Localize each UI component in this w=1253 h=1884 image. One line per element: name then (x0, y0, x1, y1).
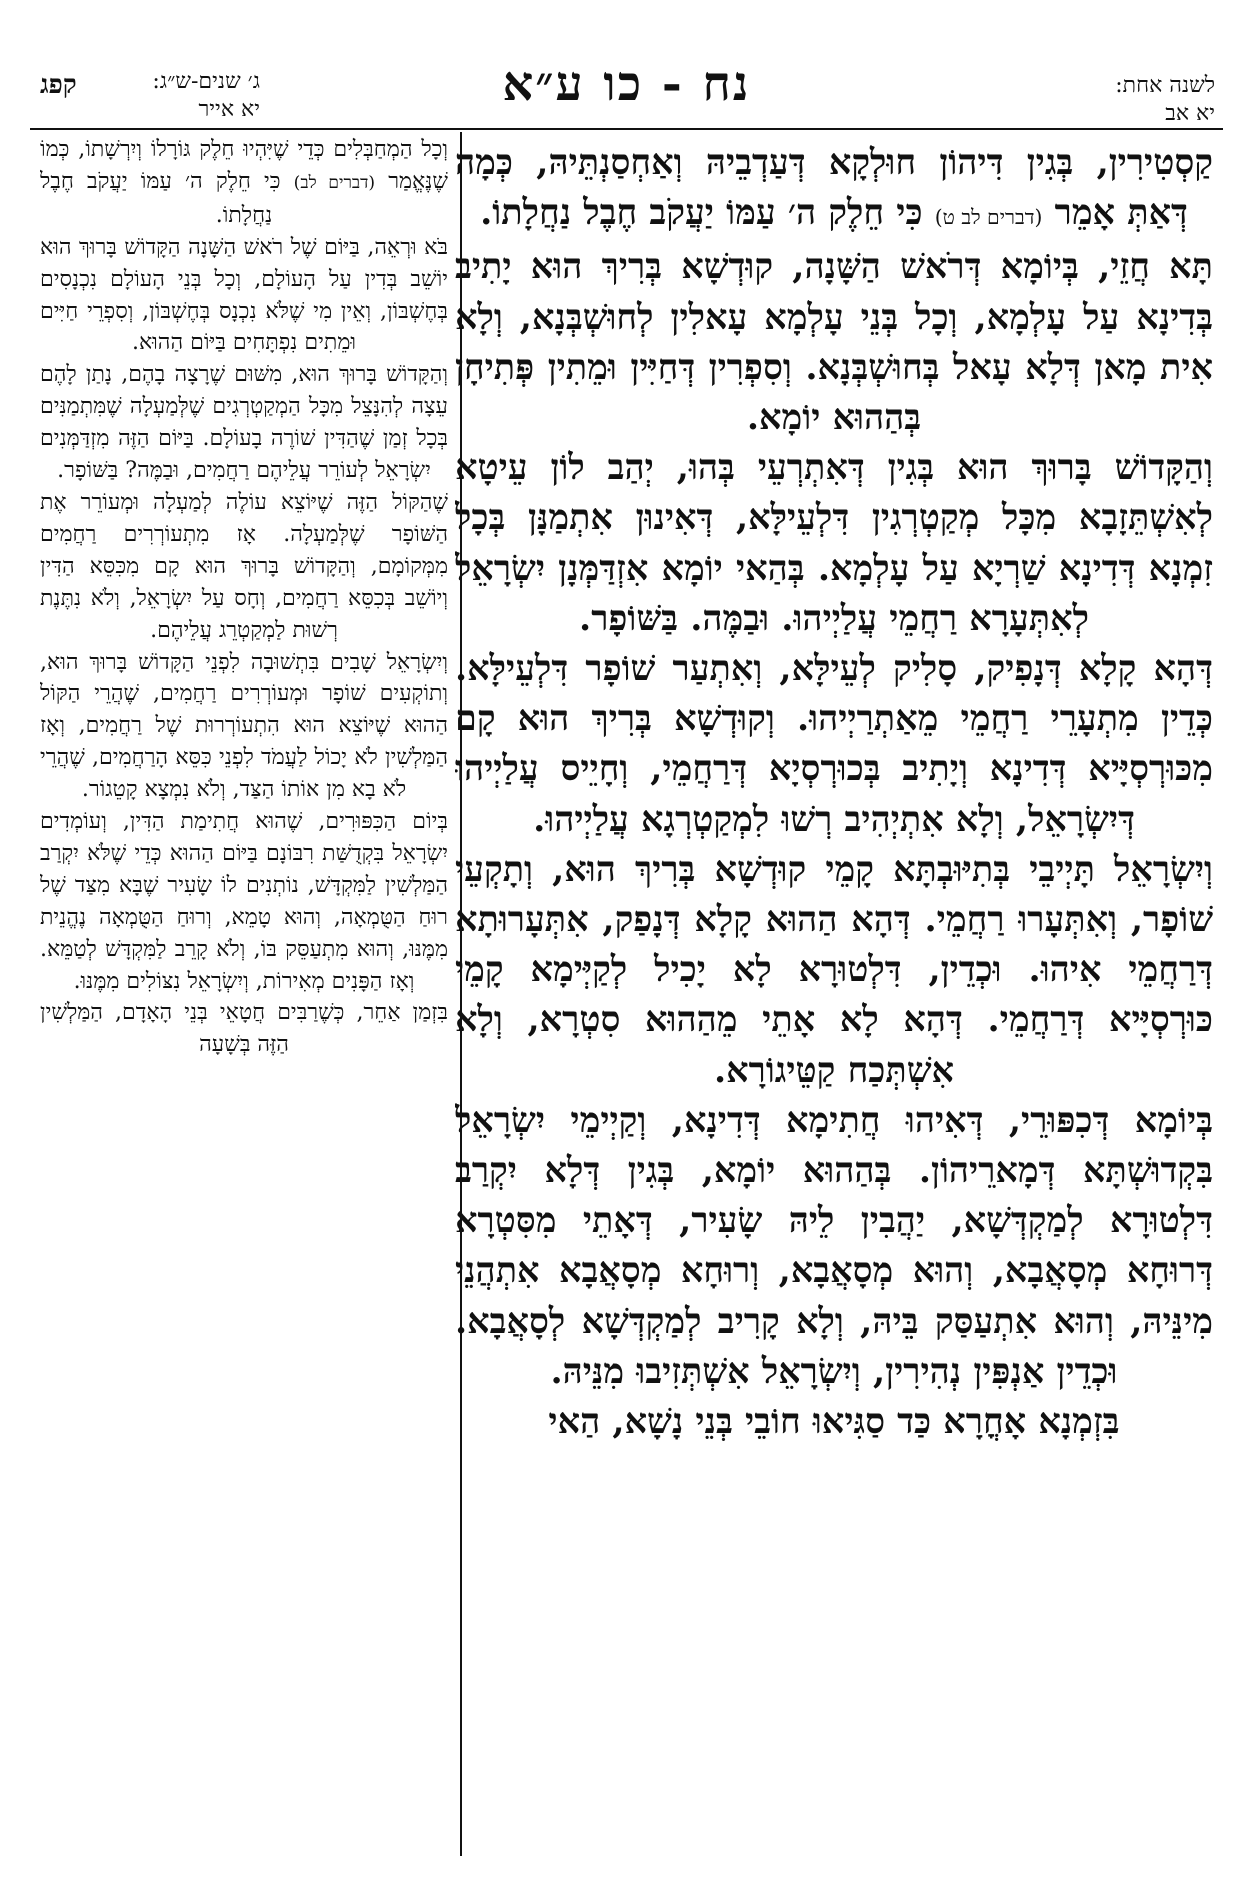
main-paragraph (455, 138, 1213, 242)
main-paragraph: בִּזְמְנָא אָחֳרָא כַּד סַגִּיאוּ חוֹבֵי בְּנֵי נָשָׁא, הַאי (548, 1401, 1120, 1443)
main-paragraph: דְּהָא קָלָא דְּנָפִיק, סָלִיק לְעֵילָּא, וְאִתְעַר שׁוֹפָר דִּלְעֵילָּא. כְּדֵין מִתְעָרֵי רַחֲמֵי מֵאַתְרַיְיהוּ. וְקוּדְשָׁא בְּרִיךְ הוּא קָם מִכּוּרְסְיָּיא דְּדִינָא וְיָתִיב בְּכוּרְסְיָא דְּרַחֲמֵי, וְחָיֵיס עֲלַיְיהוּ דְּיִשְׂרָאֵל, וְלָא אִתְיְהִיב רְשׁוּ לִמְקַטְרְגָא עֲלַיְיהוּ. (455, 648, 1213, 840)
main-paragraph: וְיִשְׂרָאֵל תָּיְיבֵי בְּתִיּוּבְתָּא קָמֵי קוּדְשָׁא בְּרִיךְ הוּא, וְתָקְעֵי שׁוֹפָר, וְאִתְּעָרוּ רַחֲמֵי. דְּהָא הַהוּא קָלָא דְּנָפַק, אִתְּעָרוּתָא דְּרַחֲמֵי אִיהוּ. וּכְדֵין, דִּלְטוּרָא לָא יָכִיל לְקַיְּימָא קָמֵי כּוּרְסְיָּיא דְּרַחֲמֵי. דְּהָא לָא אָתֵי מֵהַהוּא סִטְרָא, וְלָא אִשְׁתְּכַח קַטֵּיגוֹרָא. (455, 848, 1213, 1091)
main-paragraph-text: כִּי חֵלֶק ה׳ עַמּוֹ יַעֲקֹב חֶבֶל נַחֲלָתוֹ. (480, 192, 935, 234)
verse-source: (דברים לב ט) (934, 205, 1043, 230)
study-schedule-one-year (1065, 72, 1215, 128)
translation-paragraph: בְּיוֹם הַכִּפּוּרִים, שֶׁהוּא חֲתִימַת הַדִּין, וְעוֹמְדִים יִשְׂרָאֵל בִּקְדֻשַּׁת רִבּוֹנָם בַּיּוֹם הַהוּא כְּדֵי שֶׁלֹּא יִקְרַב הַמַּלְשִׁין לַמִּקְדָּשׁ, נוֹתְנִים לוֹ שָׂעִיר שֶׁבָּא מִצַּד שֶׁל רוּחַ הַטֻּמְאָה, וְהוּא טָמֵא, וְרוּחַ הַטֻּמְאָה נֶהֱנֵית מִמֶּנּוּ, וְהוּא מִתְעַסֵּק בּוֹ, וְלֹא קָרֵב לַמִּקְדָּשׁ לְטַמֵּא. וְאָז הַפָּנִים מְאִירוֹת, וְיִשְׂרָאֵל נִצּוֹלִים מִמֶּנּוּ. (40, 809, 448, 994)
schedule-label-three-years: ג׳ שנים-ש״ג: (152, 69, 260, 94)
verse-source: (דברים לב) (293, 172, 376, 193)
main-paragraph: תָּא חֲזֵי, בְּיוֹמָא דְּרֹאשׁ הַשָּׁנָה, קוּדְשָׁא בְּרִיךְ הוּא יָתִיב בְּדִינָא עַל עָלְמָא, וְכָל בְּנֵי עָלְמָא עָאלִין לְחוּשְׁבְּנָא, וְלָא אִית מָאן דְּלָא עָאל בְּחוּשְׁבְּנָא. וְסִפְרִין דְּחַיִּין וּמֵתִין פְּתִיחָן בְּהַהוּא יוֹמָא. (455, 246, 1213, 439)
translation-paragraph: וְהַקָּדוֹשׁ בָּרוּךְ הוּא, מִשּׁוּם שֶׁרָצָה בָהֶם, נָתַן לָהֶם עֵצָה לְהִנָּצֵל מִכָּל הַמְקַטְרְגִים שֶׁלְּמַעְלָה שֶׁמִּתְמַנִּים בְּכָל זְמַן שֶׁהַדִּין שׁוֹרֶה בָעוֹלָם. בַּיּוֹם הַזֶּה מִזְדַּמְּנִים יִשְׂרָאֵל לְעוֹרֵר עֲלֵיהֶם רַחֲמִים, וּבַמֶּה? בַּשּׁוֹפָר. (40, 362, 448, 484)
page-number: קפג (40, 70, 77, 100)
translation-paragraph: בֹּא וּרְאֵה, בַּיּוֹם שֶׁל רֹאשׁ הַשָּׁנָה הַקָּדוֹשׁ בָּרוּךְ הוּא יוֹשֵׁב בְּדִין עַל הָעוֹלָם, וְכָל בְּנֵי הָעוֹלָם נִכְנָסִים בְּחֶשְׁבּוֹן, וְאֵין מִי שֶׁלֹּא נִכְנָס בְּחֶשְׁבּוֹן, וְסִפְרֵי חַיִּים וּמֵתִים נִפְתָּחִים בַּיּוֹם הַהוּא. (40, 234, 448, 356)
translation-paragraph: וְיִשְׂרָאֵל שָׁבִים בִּתְשׁוּבָה לִפְנֵי הַקָּדוֹשׁ בָּרוּךְ הוּא, וְתוֹקְעִים שׁוֹפָר וּמְעוֹרְרִים רַחֲמִים, שֶׁהֲרֵי הַקּוֹל הַהוּא שֶׁיּוֹצֵא הוּא הִתְעוֹרְרוּת שֶׁל רַחֲמִים, וְאָז הַמַּלְשִׁין לֹא יָכוֹל לַעֲמֹד לִפְנֵי כִּסֵּא הָרַחֲמִים, שֶׁהֲרֵי לֹא בָא מִן אוֹתוֹ הַצַּד, וְלֹא נִמְצָא קָטֵגוֹר. (40, 649, 448, 803)
translation-paragraph-text: וְכָל הַמְחַבְּלִים כְּדֵי שֶׁיִּהְיוּ חֵלֶק גּוֹרָלוֹ וְיִרְשָׁתוֹ, כְּמוֹ שֶׁנֶּאֱמַר (40, 137, 448, 194)
main-text-column (455, 138, 1213, 1856)
column-divider (460, 132, 462, 1856)
page-header (30, 28, 1223, 128)
main-paragraph: בְּיוֹמָא דְּכִפּוּרֵי, דְּאִיהוּ חֲתִימָא דְּדִינָא, וְקַיְימֵי יִשְׂרָאֵל בִּקְדוּשְׁתָּא דְּמָארֵיהוֹן. בְּהַהוּא יוֹמָא, בְּגִין דְּלָא יִקְרַב דִּלְטוּרָא לְמַקְדְּשָׁא, יַהֲבִין לֵיהּ שָׂעִיר, דְּאָתֵי מִסִּטְרָא דְּרוּחָא מְסָאֲבָא, וְהוּא מְסָאֲבָא, וְרוּחָא מְסָאֲבָא אִתְהֲנֵי מִינֵּיהּ, וְהוּא אִתְעַסַּק בֵּיהּ, וְלָא קָרִיב לְמַקְדְּשָׁא לְסָאֲבָא. וּכְדֵין אַנְפִּין נְהִירִין, וְיִשְׂרָאֵל אִשְׁתְּזִיבוּ מִנֵּיהּ. (455, 1099, 1213, 1392)
header-rule (30, 128, 1223, 130)
translation-paragraph (40, 134, 448, 232)
schedule-label-one-year: לשנה אחת: (1115, 73, 1215, 98)
schedule-date-one-year: יא אב (1165, 101, 1215, 126)
zohar-page (30, 28, 1223, 1856)
main-paragraph: וְהַקָּדוֹשׁ בָּרוּךְ הוּא בְּגִין דְּאִתְרְעֵי בְּהוּ, יְהַב לוֹן עֵיטָא לְאִשְׁתֵּזָבָא מִכָּל מְקַטְרְגִין דִּלְעֵילָּא, דְּאִינוּן אִתְמַנָּן בְּכָל זִמְנָא דְּדִינָא שַׁרְיָא עַל עָלְמָא. בְּהַאי יוֹמָא אִזְדַּמְּנָן יִשְׂרָאֵל לְאִתְּעָרָא רַחֲמֵי עֲלַיְיהוּ. וּבַמֶּה. בַּשּׁוֹפָר. (455, 447, 1213, 639)
translation-paragraph-text: כִּי חֵלֶק ה׳ עַמּוֹ יַעֲקֹב חֶבֶל נַחֲלָתוֹ. (40, 168, 294, 228)
page-title: נח - כו ע״א (502, 56, 751, 112)
translation-paragraph: שֶׁהַקּוֹל הַזֶּה שֶׁיּוֹצֵא עוֹלֶה לְמַעְלָה וּמְעוֹרֵר אֶת הַשּׁוֹפָר שֶׁלְּמַעְלָה. אָז מִתְעוֹרְרִים רַחֲמִים מִמְּקוֹמָם, וְהַקָּדוֹשׁ בָּרוּךְ הוּא קָם מִכִּסֵּא הַדִּין וְיוֹשֵׁב בְּכִסֵּא רַחֲמִים, וְחָס עַל יִשְׂרָאֵל, וְלֹא נִתֶּנֶת רְשׁוּת לַמְקַטְרֵג עֲלֵיהֶם. (40, 489, 448, 643)
main-paragraph-text: קַסְטִירִין, בְּגִין דִּיהוֹן חוּלְקָא דְּעַדְבֵיהּ וְאַחְסַנְתֵּיהּ, כְּמָה דְּאַתְּ אָמֵר (455, 142, 1213, 234)
translation-column (40, 134, 448, 1856)
study-schedule-three-years (130, 68, 260, 124)
translation-paragraph: בִּזְמַן אַחֵר, כְּשֶׁרַבִּים חֲטָאֵי בְּנֵי הָאָדָם, הַמַּלְשִׁין הַזֶּה בְּשָׁעָה (40, 1000, 448, 1058)
schedule-date-three-years: יא אייר (198, 97, 260, 122)
